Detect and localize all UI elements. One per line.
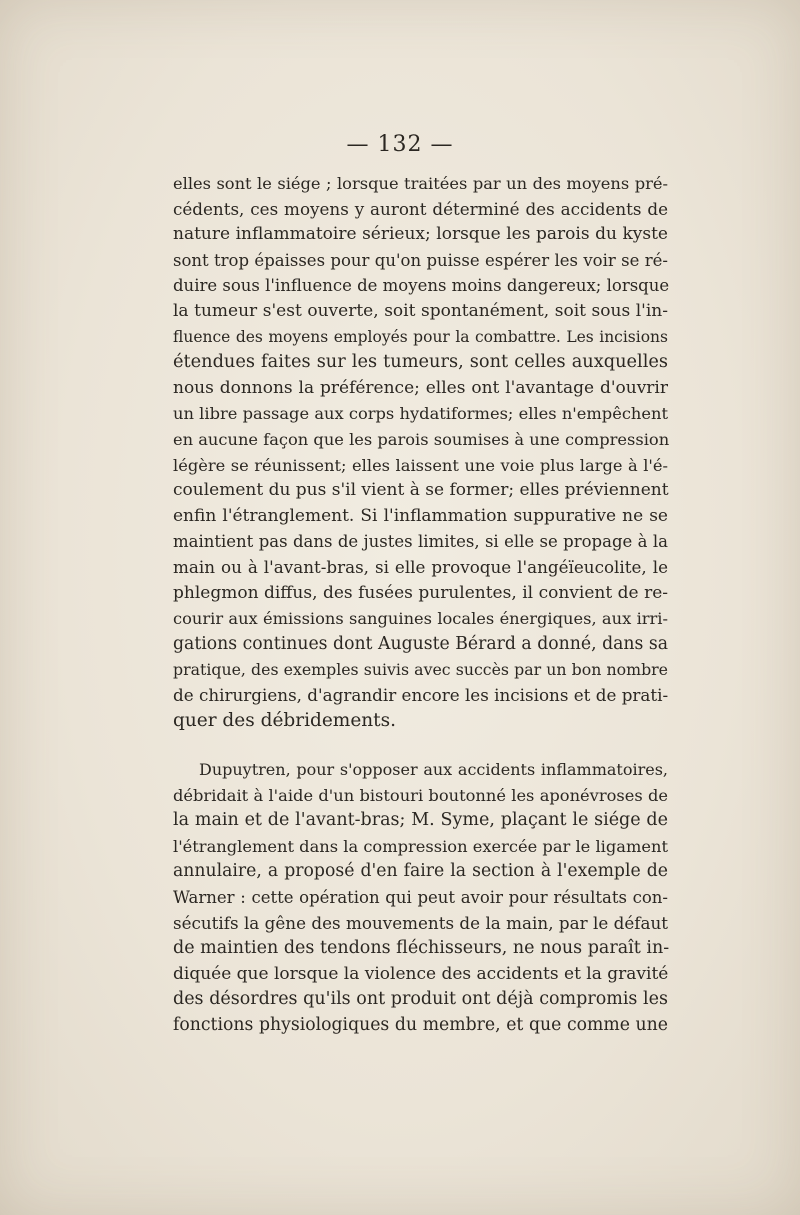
- text-line: phlegmon diffus, des fusées purulentes, il convient de re-: [173, 582, 668, 603]
- text-line: sont trop épaisses pour qu'on puisse espérer les voir se ré-: [173, 250, 668, 270]
- text-line: en aucune façon que les parois soumises à une compression: [173, 429, 670, 449]
- text-line: main ou à l'avant-bras, si elle provoque l'angéïeucolite, le: [173, 556, 668, 577]
- text-line: duire sous l'influence de moyens moins dangereux; lorsque: [173, 276, 670, 296]
- text-line: coulement du pus s'il vient à se former; elles préviennent: [173, 480, 669, 501]
- page-number: — 132 —: [346, 132, 454, 157]
- text-line: elles sont le siége ; lorsque traitées par un des moyens pré-: [173, 174, 668, 193]
- paragraph-1: [173, 171, 668, 734]
- text-line: débridait à l'aide d'un bistouri boutonné les aponévroses de: [173, 785, 668, 805]
- text-line: sécutifs la gêne des mouvements de la main, par le défaut: [173, 912, 668, 933]
- text-line: de maintien des tendons fléchisseurs, ne nous paraît in-: [173, 938, 670, 959]
- text-line: fluence des moyens employés pour la combattre. Les incisions: [173, 327, 668, 346]
- text-line: maintient pas dans de justes limites, si elle se propage à la: [173, 532, 668, 552]
- text-line: nature inflammatoire sérieux; lorsque les parois du kyste: [173, 224, 668, 245]
- text-line: étendues faites sur les tumeurs, sont celles auxquelles: [173, 352, 668, 373]
- text-line: la tumeur s'est ouverte, soit spontanément, soit sous l'in-: [173, 300, 668, 321]
- text-line: annulaire, a proposé d'en faire la section à l'exemple de: [173, 861, 668, 882]
- text-line: courir aux émissions sanguines locales énergiques, aux irri-: [173, 609, 668, 629]
- text-line: nous donnons la préférence; elles ont l'avantage d'ouvrir: [173, 377, 668, 398]
- text-line: un libre passage aux corps hydatiformes; elles n'empêchent: [173, 404, 668, 424]
- text-line: la main et de l'avant-bras; M. Syme, plaçant le siége de: [173, 810, 668, 831]
- text-line: pratique, des exemples suivis avec succès par un bon nombre: [173, 660, 668, 680]
- text-line: fonctions physiologiques du membre, et que comme une: [173, 1014, 668, 1035]
- text-line: des désordres qu'ils ont produit ont déjà compromis les: [173, 989, 668, 1010]
- text-line: quer des débridements.: [173, 710, 396, 732]
- text-line: enfin l'étranglement. Si l'inflammation suppurative ne se: [173, 505, 668, 526]
- text-line: gations continues dont Auguste Bérard a donné, dans sa: [173, 633, 668, 654]
- text-line: diquée que lorsque la violence des accidents et la gravité: [173, 963, 669, 984]
- text-line: Dupuytren, pour s'opposer aux accidents inflammatoires,: [199, 760, 668, 779]
- text-line: légère se réunissent; elles laissent une voie plus large à l'é-: [173, 455, 668, 475]
- text-line: cédents, ces moyens y auront déterminé des accidents de: [173, 198, 668, 219]
- text-line: de chirurgiens, d'agrandir encore les incisions et de prati-: [173, 684, 669, 705]
- text-line: Warner : cette opération qui peut avoir pour résultats con-: [173, 887, 668, 907]
- paragraph-2: [173, 757, 668, 1039]
- text-line: l'étranglement dans la compression exercée par le ligament: [173, 836, 668, 856]
